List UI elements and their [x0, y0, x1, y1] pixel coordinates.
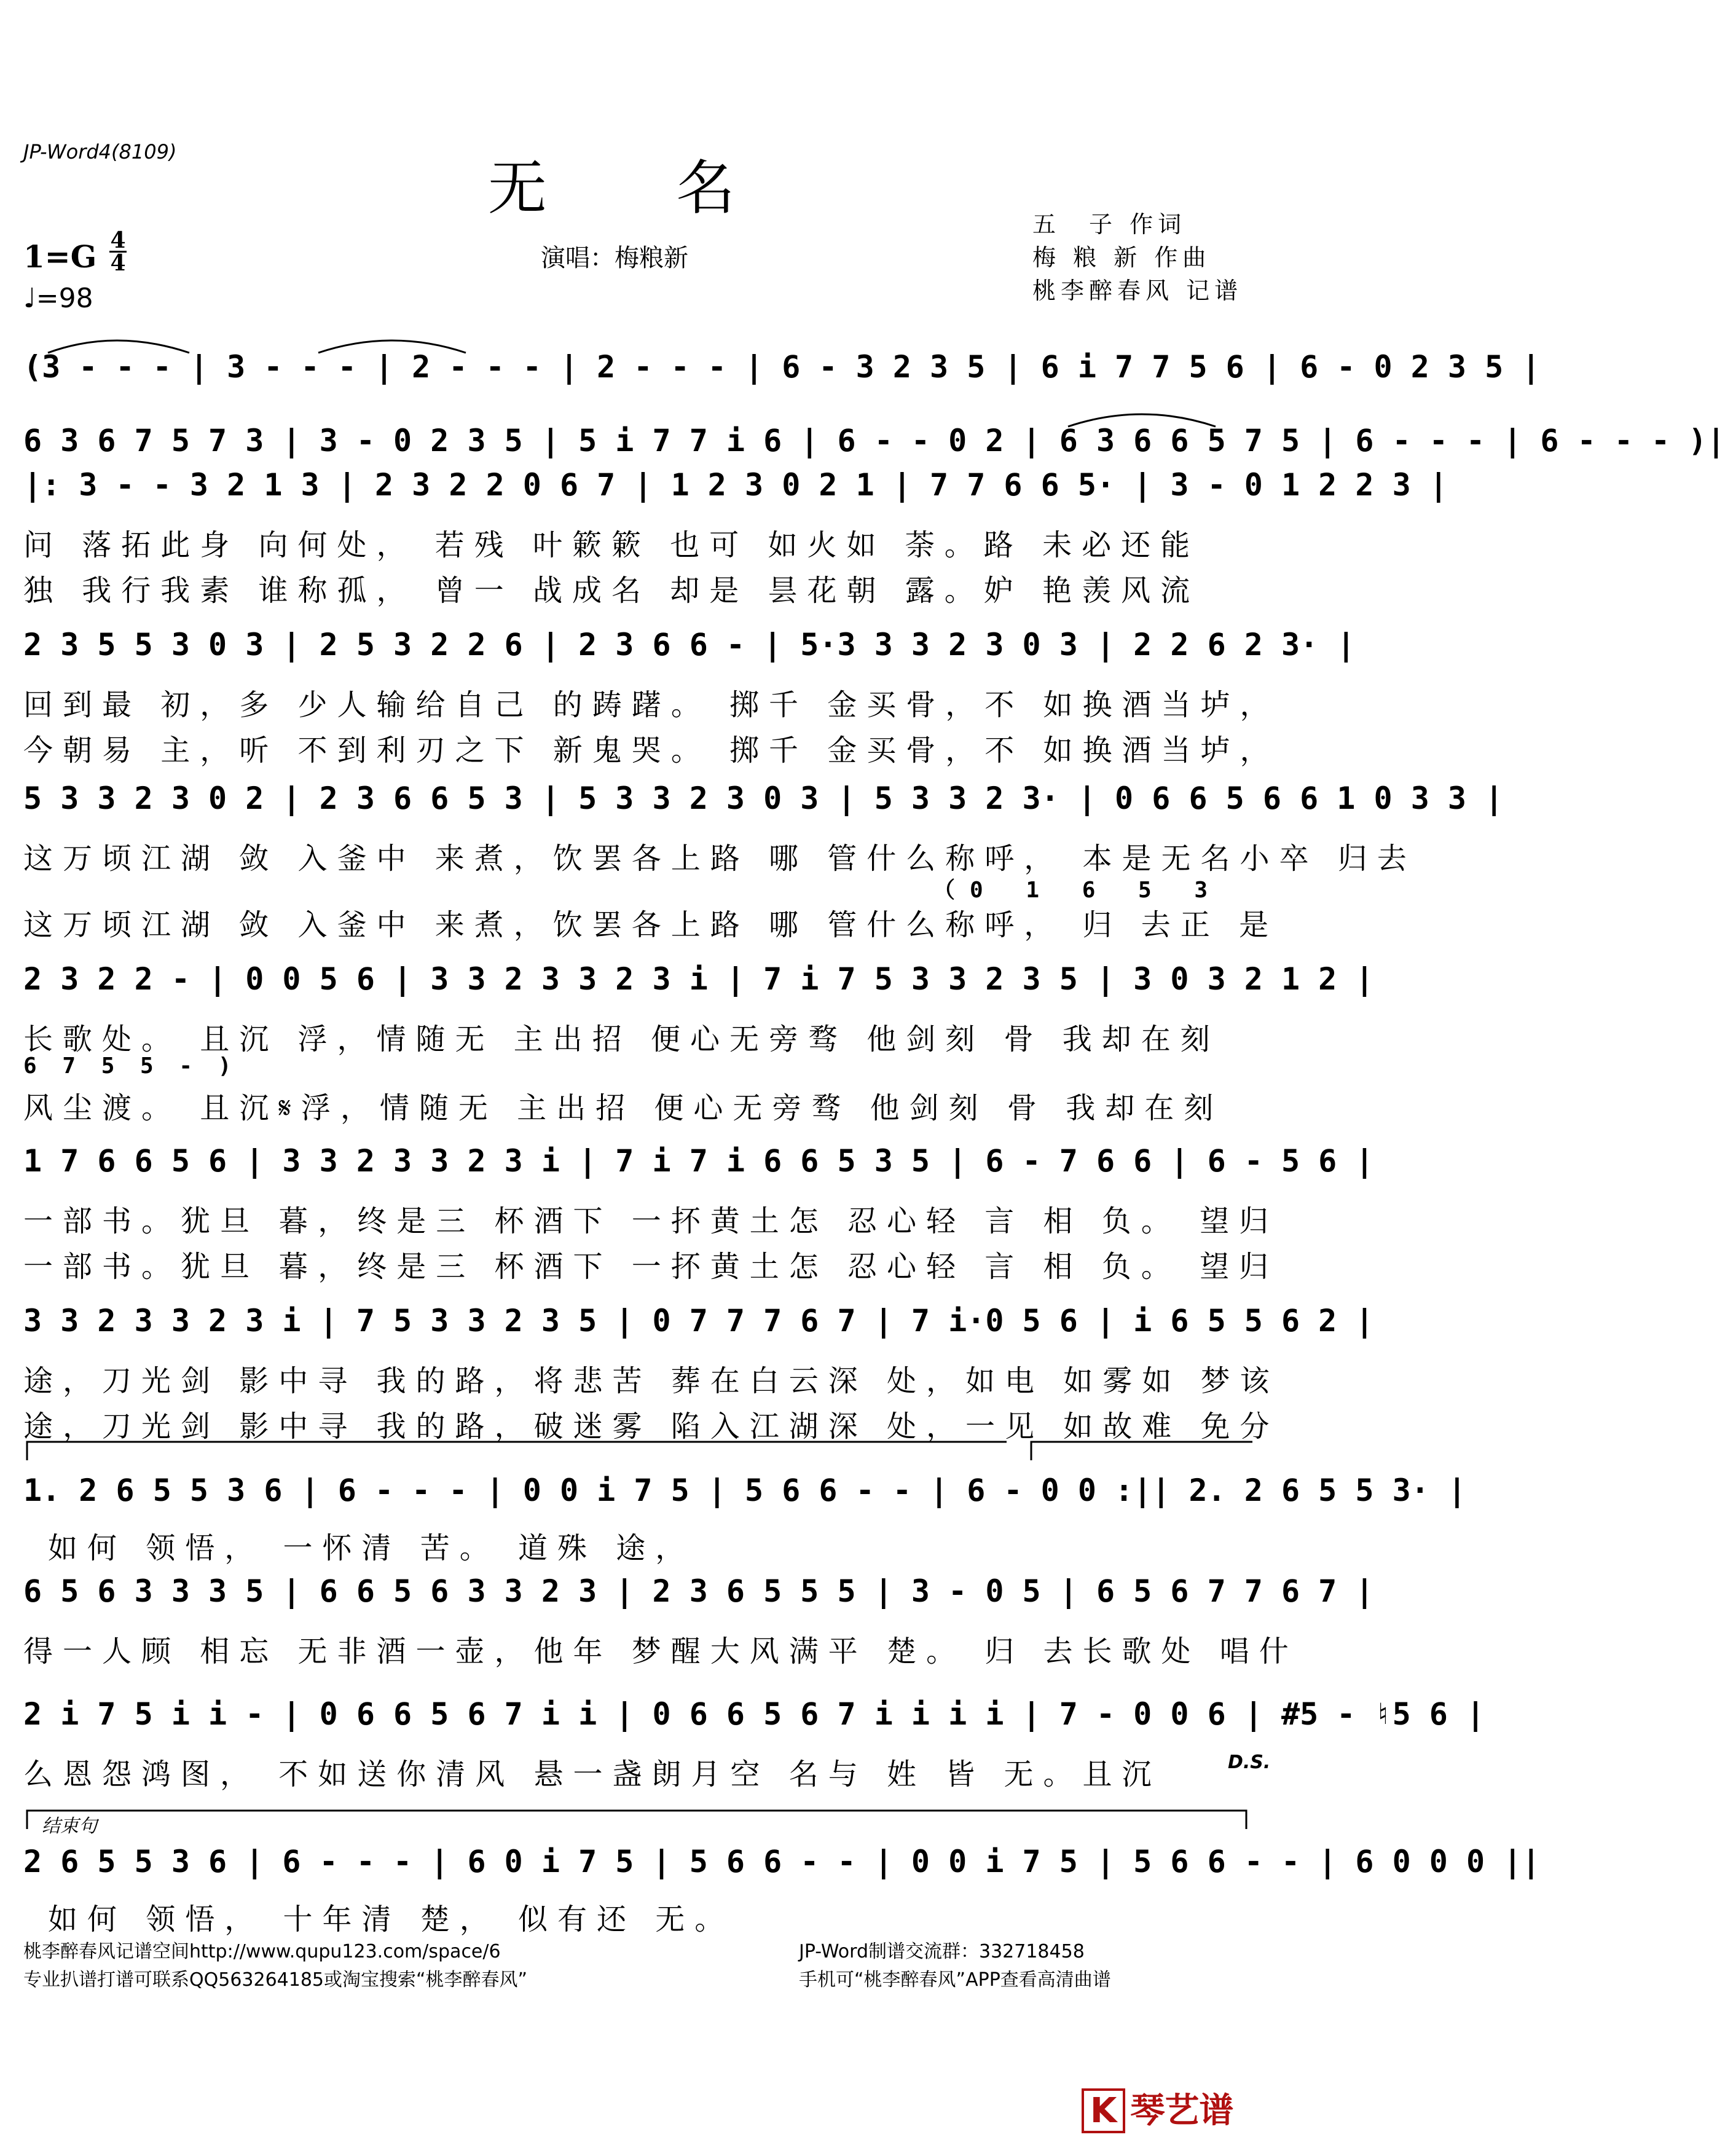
dal-segno-mark: D.S.	[1228, 1752, 1271, 1773]
lyric-verse-2: 风尘渡。 且沉𝄋浮，情随无 主出招 便心无旁骛 他剑刻 骨 我却在刻	[23, 1091, 1224, 1125]
lyric-verse-1: 问 落拓此身 向何处， 若残 叶簌簌 也可 如火如 荼。路 未必还能	[23, 528, 1200, 562]
footer-group: JP-Word制谱交流群：332718458	[799, 1941, 1085, 1962]
footer-contact: 专业扒谱打谱可联系QQ563264185或淘宝搜索“桃李醉春风”	[23, 1969, 528, 1991]
notation-line: 2 3 5 5 3 0 3 | 2 5 3 2 2 6 | 2 3 6 6 - | 5·3 3 3 2 3 0 3 | 2 2 6 2 3· |	[23, 627, 1356, 663]
lyric-verse-1: 这万顷江湖 敛 入釜中 来煮，饮罢各上路 哪 管什么称呼， 本是无名小卒 归去	[23, 841, 1417, 876]
key-signature: 1=G	[23, 238, 97, 275]
lyric-verse-2: 途，刀光剑 影中寻 我的路，破迷雾 陷入江湖深 处，一见 如故难 免分	[23, 1409, 1279, 1444]
logo-text: 琴艺谱	[1130, 2091, 1234, 2131]
time-signature-top: 4	[110, 227, 126, 253]
notation-line: (3 - - - | 3 - - - | 2 - - - | 2 - - - | 6 - 3 2 3 5 | 6 i 7 7 5 6 | 6 - 0 2 3 5 |	[23, 349, 1541, 385]
lyric-verse-2: 今朝易 主，听 不到利刃之下 新鬼哭。 掷千 金买骨，不 如换酒当垆，	[23, 733, 1279, 768]
lyric-verse-1: 回到最 初，多 少人输给自己 的踌躇。 掷千 金买骨，不 如换酒当垆，	[23, 688, 1279, 722]
notation-line: 6 3 6 7 5 7 3 | 3 - 0 2 3 5 | 5 i 7 7 i 6 | 6 - - 0 2 | 6 3 6 6 5 7 5 | 6 - - - | 6 - - - )|	[23, 423, 1725, 458]
lyric-verse-2: 这万顷江湖 敛 入釜中 来煮，饮罢各上路 哪 管什么称呼， 归 去正 是	[23, 908, 1279, 942]
notation-line: 1 7 6 6 5 6 | 3 3 2 3 3 2 3 i | 7 i 7 i 6 6 5 3 5 | 6 - 7 6 6 | 6 - 5 6 |	[23, 1143, 1374, 1179]
lyricist-credit: 五 子 作词	[1032, 211, 1187, 238]
tempo	[23, 283, 93, 314]
tempo-value: =98	[36, 283, 93, 314]
footer-website: 桃李醉春风记谱空间http://www.qupu123.com/space/6	[23, 1941, 501, 1962]
harmony-line: 6 7 5 5 - )	[23, 1053, 238, 1079]
lyric-verse-1: 途，刀光剑 影中寻 我的路，将悲苦 葬在白云深 处，如电 如雾如 梦该	[23, 1364, 1279, 1398]
lyric-verse-1: 如何 领悟， 十年清 楚， 似有还 无。	[48, 1902, 734, 1937]
transcriber-credit: 桃李醉春风 记谱	[1032, 277, 1243, 304]
harmony-line: （0 1 6 5 3	[933, 878, 1223, 903]
lyric-verse-2: 独 我行我素 谁称孤， 曾一 战成名 却是 昙花朝 露。妒 艳羡风流	[23, 573, 1200, 608]
ending-bracket	[23, 1807, 1252, 1831]
lyric-verse-1: 一部书。犹旦 暮，终是三 杯酒下 一抔黄土怎 忍心轻 言 相 负。 望归	[23, 1204, 1279, 1238]
notation-line: 5 3 3 2 3 0 2 | 2 3 6 6 5 3 | 5 3 3 2 3 0 3 | 5 3 3 2 3· | 0 6 6 5 6 6 1 0 3 3 |	[23, 781, 1504, 816]
lyric-verse-1: 得一人顾 相忘 无非酒一壶，他年 梦醒大风满平 楚。 归 去长歌处 唱什	[23, 1634, 1299, 1669]
notation-line: 6 5 6 3 3 3 5 | 6 6 5 6 3 3 2 3 | 2 3 6 5 5 5 | 3 - 0 5 | 6 5 6 7 7 6 7 |	[23, 1573, 1374, 1609]
notation-line: 2 3 2 2 - | 0 0 5 6 | 3 3 2 3 3 2 3 i | 7 i 7 5 3 3 2 3 5 | 3 0 3 2 1 2 |	[23, 961, 1374, 997]
notation-line: |: 3 - - 3 2 1 3 | 2 3 2 2 0 6 7 | 1 2 3 0 2 1 | 7 7 6 6 5· | 3 - 0 1 2 2 3 |	[23, 467, 1448, 503]
lyric-verse-2: 一部书。犹旦 暮，终是三 杯酒下 一抔黄土怎 忍心轻 言 相 负。 望归	[23, 1249, 1279, 1284]
time-signature	[109, 227, 127, 276]
footer-app: 手机可“桃李醉春风”APP查看高清曲谱	[799, 1969, 1111, 1991]
page-title: 无 名	[487, 154, 791, 222]
notation-line: 2 i 7 5 i i - | 0 6 6 5 6 7 i i | 0 6 6 5 6 7 i i i i | 7 - 0 0 6 | #5 - ♮5 6 |	[23, 1696, 1485, 1732]
volta-brackets	[23, 1438, 1252, 1463]
software-version: JP-Word4(8109)	[23, 140, 177, 163]
notation-line: 2 6 5 5 3 6 | 6 - - - | 6 0 i 7 5 | 5 6 6 - - | 0 0 i 7 5 | 5 6 6 - - | 6 0 0 0 ||	[23, 1844, 1541, 1879]
notation-line: 1. 2 6 5 5 3 6 | 6 - - - | 0 0 i 7 5 | 5 6 6 - - | 6 - 0 0 :|| 2. 2 6 5 5 3· |	[23, 1473, 1466, 1508]
lyric-verse-1: 么恩怨鸿图， 不如送你清风 悬一盏朗月空 名与 姓 皆 无。且沉	[23, 1757, 1161, 1792]
notation-line: 3 3 2 3 3 2 3 i | 7 5 3 3 2 3 5 | 0 7 7 7 6 7 | 7 i·0 5 6 | i 6 5 5 6 2 |	[23, 1303, 1374, 1339]
lyric-verse-1: 长歌处。 且沉 浮，情随无 主出招 便心无旁骛 他剑刻 骨 我却在刻	[23, 1022, 1220, 1056]
ending-label: 结束句	[42, 1816, 97, 1837]
qinyipu-logo	[1082, 2083, 1233, 2133]
logo-mark-icon: K	[1082, 2088, 1125, 2133]
time-signature-bottom: 4	[110, 250, 126, 276]
composer-credit: 梅 粮 新 作曲	[1032, 244, 1211, 271]
lyric-verse-1: 如何 领悟， 一怀清 苦。 道殊 途，	[48, 1531, 695, 1565]
quarter-note-icon: ♩	[23, 283, 36, 314]
performer: 演唱：梅粮新	[541, 244, 688, 272]
